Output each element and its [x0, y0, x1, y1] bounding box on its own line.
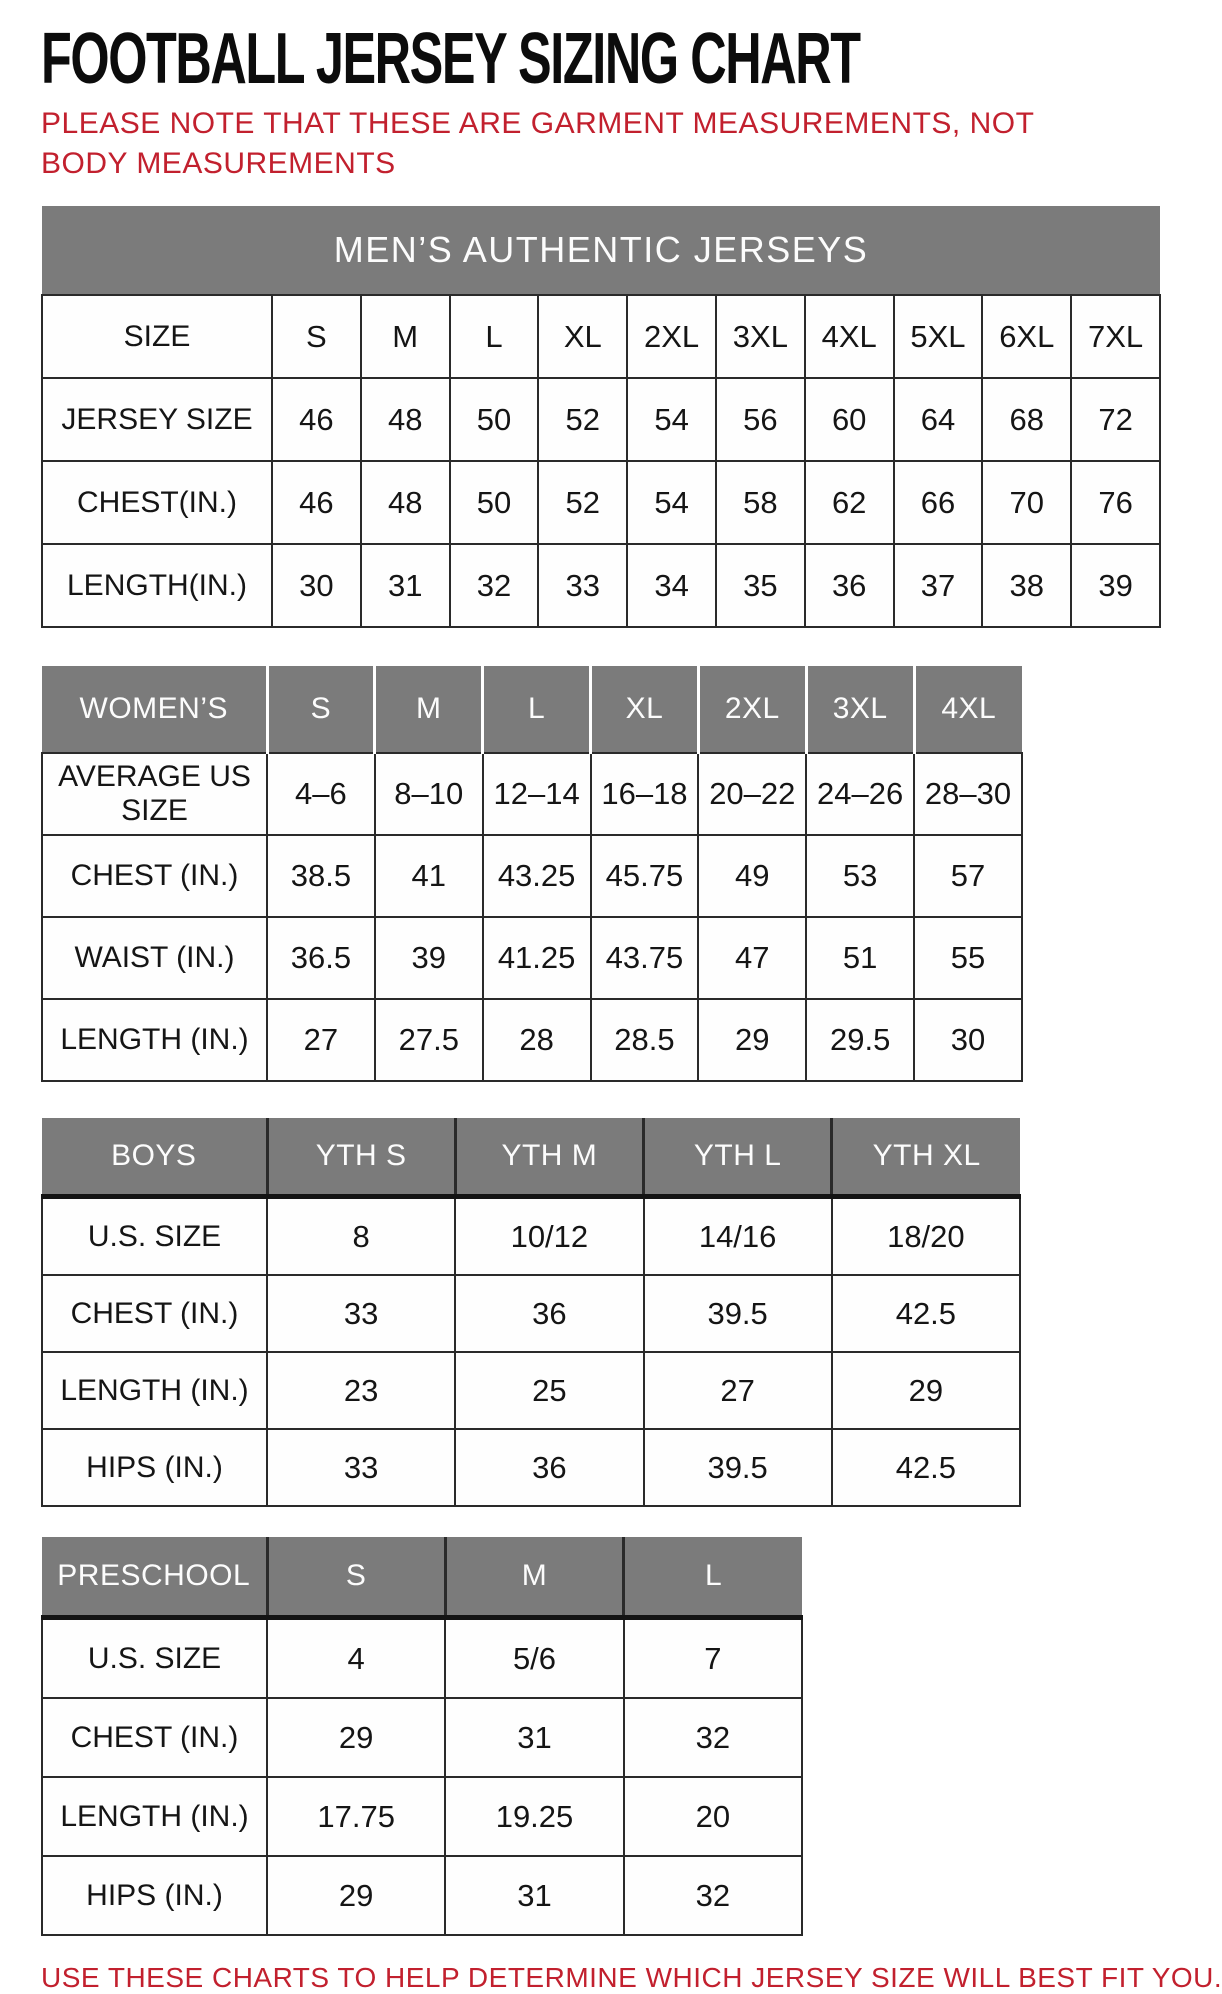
value-cell: 20: [624, 1777, 802, 1856]
value-cell: 45.75: [591, 835, 699, 917]
column-header: L: [624, 1537, 802, 1618]
value-cell: 27.5: [375, 999, 483, 1081]
table-row: [42, 917, 1022, 999]
value-cell: 43.25: [483, 835, 591, 917]
banner-row: [42, 1118, 1020, 1197]
column-header: XL: [591, 666, 699, 753]
column-header: 4XL: [805, 295, 894, 378]
value-cell: 53: [806, 835, 914, 917]
row-label: LENGTH (IN.): [42, 1777, 267, 1856]
value-cell: 49: [698, 835, 806, 917]
value-cell: 38.5: [267, 835, 375, 917]
boys-size-table: [41, 1118, 1021, 1507]
value-cell: 34: [627, 544, 716, 627]
footer-note: USE THESE CHARTS TO HELP DETERMINE WHICH JERSEY SIZE WILL BEST FIT YOU.: [41, 1962, 1222, 1993]
value-cell: 27: [644, 1352, 832, 1429]
table-row: [42, 1856, 802, 1935]
value-cell: 4: [267, 1618, 445, 1699]
column-header: YTH L: [644, 1118, 832, 1197]
value-cell: 57: [914, 835, 1022, 917]
value-cell: 8: [267, 1197, 455, 1276]
column-header: YTH XL: [832, 1118, 1020, 1197]
value-cell: 30: [272, 544, 361, 627]
row-label: CHEST(IN.): [42, 461, 272, 544]
value-cell: 48: [361, 378, 450, 461]
value-cell: 68: [982, 378, 1071, 461]
value-cell: 29: [698, 999, 806, 1081]
table-row: [42, 1275, 1020, 1352]
boys-banner-label: BOYS: [42, 1118, 267, 1197]
row-label: HIPS (IN.): [42, 1856, 267, 1935]
row-label: AVERAGE US SIZE: [42, 753, 267, 835]
mens-size-table: [41, 206, 1161, 628]
row-label: LENGTH(IN.): [42, 544, 272, 627]
value-cell: 30: [914, 999, 1022, 1081]
value-cell: 72: [1071, 378, 1160, 461]
value-cell: 55: [914, 917, 1022, 999]
value-cell: 60: [805, 378, 894, 461]
value-cell: 35: [716, 544, 805, 627]
preschool-banner-label: PRESCHOOL: [42, 1537, 267, 1618]
value-cell: 29.5: [806, 999, 914, 1081]
value-cell: 33: [267, 1275, 455, 1352]
banner-row: [42, 666, 1022, 753]
value-cell: 7: [624, 1618, 802, 1699]
value-cell: 33: [538, 544, 627, 627]
value-cell: 62: [805, 461, 894, 544]
column-header: M: [375, 666, 483, 753]
value-cell: 31: [445, 1698, 623, 1777]
womens-table: [41, 666, 1160, 1082]
value-cell: 29: [267, 1698, 445, 1777]
value-cell: 39: [375, 917, 483, 999]
column-header: 2XL: [627, 295, 716, 378]
value-cell: 20–22: [698, 753, 806, 835]
table-row: [42, 999, 1022, 1081]
value-cell: 52: [538, 461, 627, 544]
value-cell: 41.25: [483, 917, 591, 999]
value-cell: 36: [455, 1275, 643, 1352]
column-header: YTH S: [267, 1118, 455, 1197]
value-cell: 32: [450, 544, 539, 627]
table-row: [42, 1698, 802, 1777]
value-cell: 23: [267, 1352, 455, 1429]
value-cell: 76: [1071, 461, 1160, 544]
value-cell: 19.25: [445, 1777, 623, 1856]
column-header: 3XL: [716, 295, 805, 378]
value-cell: 39.5: [644, 1275, 832, 1352]
table-row: [42, 753, 1022, 835]
value-cell: 12–14: [483, 753, 591, 835]
column-header: L: [483, 666, 591, 753]
womens-size-table: [41, 666, 1023, 1082]
value-cell: 42.5: [832, 1275, 1020, 1352]
value-cell: 48: [361, 461, 450, 544]
column-header: S: [267, 1537, 445, 1618]
value-cell: 31: [361, 544, 450, 627]
value-cell: 14/16: [644, 1197, 832, 1276]
column-header: 7XL: [1071, 295, 1160, 378]
value-cell: 29: [832, 1352, 1020, 1429]
value-cell: 58: [716, 461, 805, 544]
table-row: [42, 1618, 802, 1699]
banner-row: [42, 206, 1160, 295]
value-cell: 33: [267, 1429, 455, 1506]
value-cell: 32: [624, 1856, 802, 1935]
value-cell: 46: [272, 461, 361, 544]
value-cell: 37: [894, 544, 983, 627]
value-cell: 54: [627, 461, 716, 544]
value-cell: 41: [375, 835, 483, 917]
table-row: [42, 378, 1160, 461]
value-cell: 64: [894, 378, 983, 461]
value-cell: 50: [450, 378, 539, 461]
size-header-row: [42, 295, 1160, 378]
womens-banner-label: WOMEN’S: [42, 666, 267, 753]
column-header: M: [361, 295, 450, 378]
preschool-size-table: [41, 1537, 803, 1936]
table-row: [42, 1352, 1020, 1429]
value-cell: 5/6: [445, 1618, 623, 1699]
value-cell: 16–18: [591, 753, 699, 835]
preschool-table: [41, 1537, 1160, 1936]
value-cell: 27: [267, 999, 375, 1081]
value-cell: 47: [698, 917, 806, 999]
mens-authentic-jerseys-table: [41, 206, 1160, 628]
value-cell: 42.5: [832, 1429, 1020, 1506]
value-cell: 28: [483, 999, 591, 1081]
table-row: [42, 1777, 802, 1856]
value-cell: 43.75: [591, 917, 699, 999]
row-label: CHEST (IN.): [42, 1275, 267, 1352]
column-header: 5XL: [894, 295, 983, 378]
value-cell: 36: [455, 1429, 643, 1506]
value-cell: 38: [982, 544, 1071, 627]
table-row: [42, 544, 1160, 627]
column-header: L: [450, 295, 539, 378]
row-label: JERSEY SIZE: [42, 378, 272, 461]
row-label: U.S. SIZE: [42, 1197, 267, 1276]
boys-table: [41, 1118, 1160, 1507]
value-cell: 36: [805, 544, 894, 627]
column-header: S: [267, 666, 375, 753]
value-cell: 52: [538, 378, 627, 461]
value-cell: 31: [445, 1856, 623, 1935]
value-cell: 66: [894, 461, 983, 544]
column-header: S: [272, 295, 361, 378]
page-title: FOOTBALL JERSEY SIZING CHART: [41, 19, 860, 99]
mens-banner: MEN’S AUTHENTIC JERSEYS: [42, 206, 1160, 295]
value-cell: 18/20: [832, 1197, 1020, 1276]
value-cell: 36.5: [267, 917, 375, 999]
column-header: XL: [538, 295, 627, 378]
value-cell: 46: [272, 378, 361, 461]
value-cell: 4–6: [267, 753, 375, 835]
banner-row: [42, 1537, 802, 1618]
value-cell: 24–26: [806, 753, 914, 835]
value-cell: 28–30: [914, 753, 1022, 835]
row-label: CHEST (IN.): [42, 835, 267, 917]
value-cell: 70: [982, 461, 1071, 544]
table-row: [42, 1429, 1020, 1506]
value-cell: 54: [627, 378, 716, 461]
column-header: 2XL: [698, 666, 806, 753]
column-header: M: [445, 1537, 623, 1618]
value-cell: 39.5: [644, 1429, 832, 1506]
table-row: [42, 835, 1022, 917]
row-label: LENGTH (IN.): [42, 999, 267, 1081]
value-cell: 51: [806, 917, 914, 999]
row-label: CHEST (IN.): [42, 1698, 267, 1777]
column-header: YTH M: [455, 1118, 643, 1197]
row-label: LENGTH (IN.): [42, 1352, 267, 1429]
garment-measurements-note: PLEASE NOTE THAT THESE ARE GARMENT MEASUREMENTS, NOT BODY MEASUREMENTS: [41, 107, 1034, 180]
value-cell: 50: [450, 461, 539, 544]
column-header: 6XL: [982, 295, 1071, 378]
value-cell: 39: [1071, 544, 1160, 627]
value-cell: 25: [455, 1352, 643, 1429]
value-cell: 32: [624, 1698, 802, 1777]
row-label: U.S. SIZE: [42, 1618, 267, 1699]
table-row: [42, 1197, 1020, 1276]
value-cell: 56: [716, 378, 805, 461]
row-label: WAIST (IN.): [42, 917, 267, 999]
column-header: 3XL: [806, 666, 914, 753]
value-cell: 17.75: [267, 1777, 445, 1856]
row-label: SIZE: [42, 295, 272, 378]
value-cell: 8–10: [375, 753, 483, 835]
value-cell: 28.5: [591, 999, 699, 1081]
value-cell: 10/12: [455, 1197, 643, 1276]
row-label: HIPS (IN.): [42, 1429, 267, 1506]
column-header: 4XL: [914, 666, 1022, 753]
value-cell: 29: [267, 1856, 445, 1935]
table-row: [42, 461, 1160, 544]
